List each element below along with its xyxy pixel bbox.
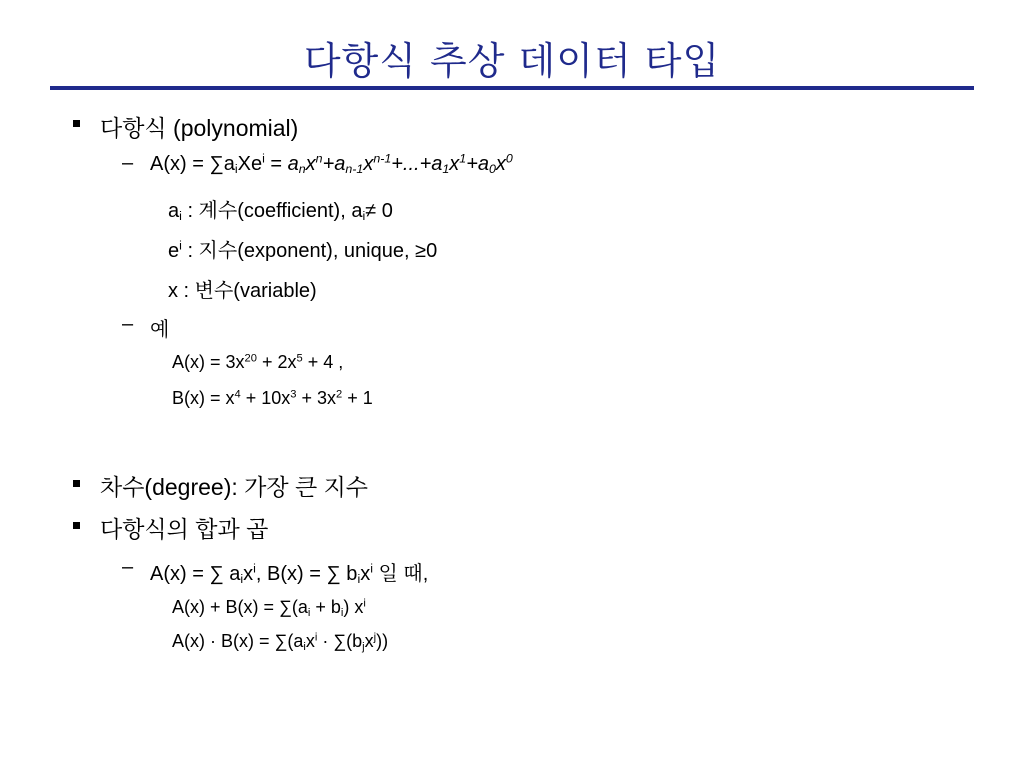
bullet-marker xyxy=(73,522,80,529)
bullet-marker xyxy=(73,120,80,127)
product-formula: $A(x) \cdot B(x) = \sum(a_ix^i \cdot \sum(b_jx^j))$ xyxy=(172,631,389,653)
polynomial-definition: $A(x) = \sum a_iXe^i = a_nx^n+a_{n-1}x^{n-1}+...+a_1x^1+a_0x^0$ xyxy=(150,151,513,177)
sum-definition: A(x) = ∑ $a_ix^i$, B(x) = ∑ $b_ix^i$ 일 때, xyxy=(150,561,429,587)
dash-marker: – xyxy=(122,556,134,578)
title-divider xyxy=(50,86,974,90)
example-b: $B(x) = x^4 + 10x^3 + 3x^2 + 1$ xyxy=(172,388,373,408)
bullet-sum-product: 다항식의 합과 곱 xyxy=(100,516,269,542)
example-label: 예 xyxy=(150,319,170,341)
bullet-marker xyxy=(73,480,80,487)
exponent-line: $e^i$ : 지수(exponent), unique, ≥0 xyxy=(168,238,438,262)
variable-line: x : 변수(variable) xyxy=(168,280,317,302)
slide-title: 다항식 추상 데이터 타입 xyxy=(303,39,721,83)
example-a: $A(x) = 3x^{20} + 2x^5 + 4$ , xyxy=(172,352,344,372)
dash-marker: – xyxy=(122,313,134,335)
bullet-polynomial: 다항식 (polynomial) xyxy=(100,115,299,141)
coefficient-line: $a_i$ : 계수(coefficient), $a_i\ne 0$ xyxy=(168,200,393,224)
dash-marker: – xyxy=(122,152,134,174)
bullet-degree: 차수(degree): 가장 큰 지수 xyxy=(100,474,369,500)
sum-formula: $A(x) + B(x) = \sum(a_i + b_i)$ $x^i$ xyxy=(172,597,366,619)
